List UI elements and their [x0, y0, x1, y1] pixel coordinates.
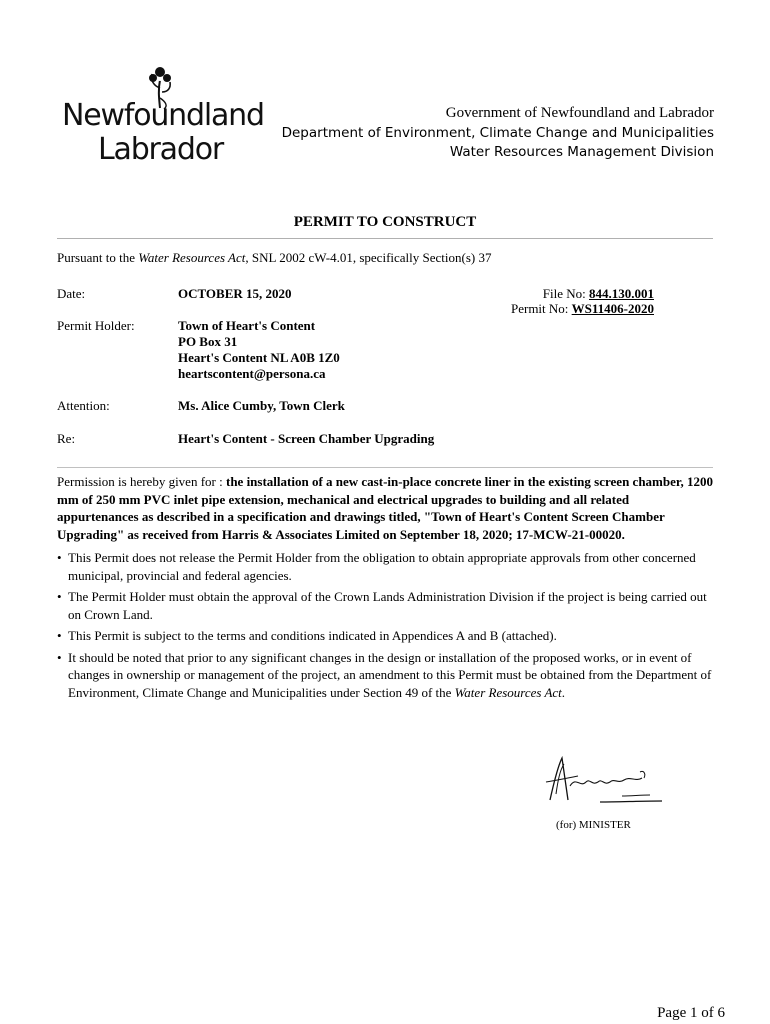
permission-paragraph [57, 473, 713, 543]
permit-number-value: WS11406-2020 [571, 301, 654, 316]
logo-text-newfoundland: Newfoundland [62, 98, 264, 133]
condition-text: This Permit is subject to the terms and conditions indicated in Appendices A and B (attached). [68, 628, 557, 643]
pursuant-prefix: Pursuant to the [57, 250, 139, 265]
holder-label: Permit Holder: [57, 318, 135, 333]
attention-value: Ms. Alice Cumby, Town Clerk [178, 398, 345, 413]
title-divider [57, 238, 713, 239]
header-department: Department of Environment, Climate Change and Municipalities [281, 125, 714, 141]
header-division: Water Resources Management Division [449, 144, 714, 160]
re-label: Re: [57, 431, 76, 446]
date-label: Date: [57, 286, 86, 301]
pursuant-suffix: , SNL 2002 cW-4.01, specifically Section(s) 37 [245, 250, 492, 265]
holder-email: heartscontent@persona.ca [178, 366, 326, 381]
permission-body: the installation of a new cast-in-place concrete liner in the existing screen chamber, 1200 mm of 250 mm PVC inlet pipe extension, mechanical and electrical upgrades to building and all related appurtenances as described in a specification and drawings titled, "Town of Heart's Content Screen Chamber Upgrading" as received from Harris & Associates Limited on September 18, 2020; 17-MCW-21-00020. [57, 474, 713, 542]
condition-item [57, 549, 713, 584]
file-number-value: 844.130.001 [589, 286, 654, 301]
file-number [543, 286, 654, 302]
holder-city: Heart's Content NL A0B 1Z0 [178, 350, 340, 365]
condition-item [57, 649, 713, 702]
header-government: Government of Newfoundland and Labrador [445, 105, 714, 121]
condition-item [57, 588, 713, 623]
conditions-list [57, 549, 713, 705]
condition-text: This Permit does not release the Permit Holder from the obligation to obtain appropriate approvals from other concerned municipal, provincial and federal agencies. [68, 550, 696, 583]
permission-prefix: Permission is hereby given for : [57, 474, 226, 489]
condition-text: It should be noted that prior to any significant changes in the design or installation of the proposed works, or in event of changes in ownership or management of the project, an amendment to this Permit must be obtained from the Department of Environment, Climate Change and Municipalities under Section 49 of the [68, 649, 712, 700]
permit-number-label: Permit No: [510, 301, 569, 316]
attention-label: Attention: [57, 398, 110, 413]
date-value: OCTOBER 15, 2020 [178, 286, 292, 301]
condition-item [57, 627, 713, 645]
pursuant-line [57, 250, 491, 266]
logo-text-labrador: Labrador [98, 132, 223, 167]
page-number: Page 1 of 6 [657, 1005, 725, 1021]
document-title: PERMIT TO CONSTRUCT [293, 214, 477, 230]
re-value: Heart's Content - Screen Chamber Upgrading [178, 431, 435, 446]
condition-act: Water Resources Act [454, 684, 562, 700]
condition-suffix: . [561, 684, 566, 700]
permit-number [511, 301, 654, 317]
holder-box: PO Box 31 [178, 334, 238, 349]
condition-text: The Permit Holder must obtain the approval of the Crown Lands Administration Division if the project is being carried out on Crown Land. [68, 589, 707, 622]
signatory-label: (for) MINISTER [556, 819, 631, 831]
pursuant-act: Water Resources Act [138, 250, 246, 265]
government-logo [62, 62, 262, 172]
holder-name: Town of Heart's Content [178, 318, 316, 333]
file-number-label: File No: [542, 286, 586, 301]
minister-signature [540, 752, 670, 812]
section-divider [57, 467, 713, 468]
